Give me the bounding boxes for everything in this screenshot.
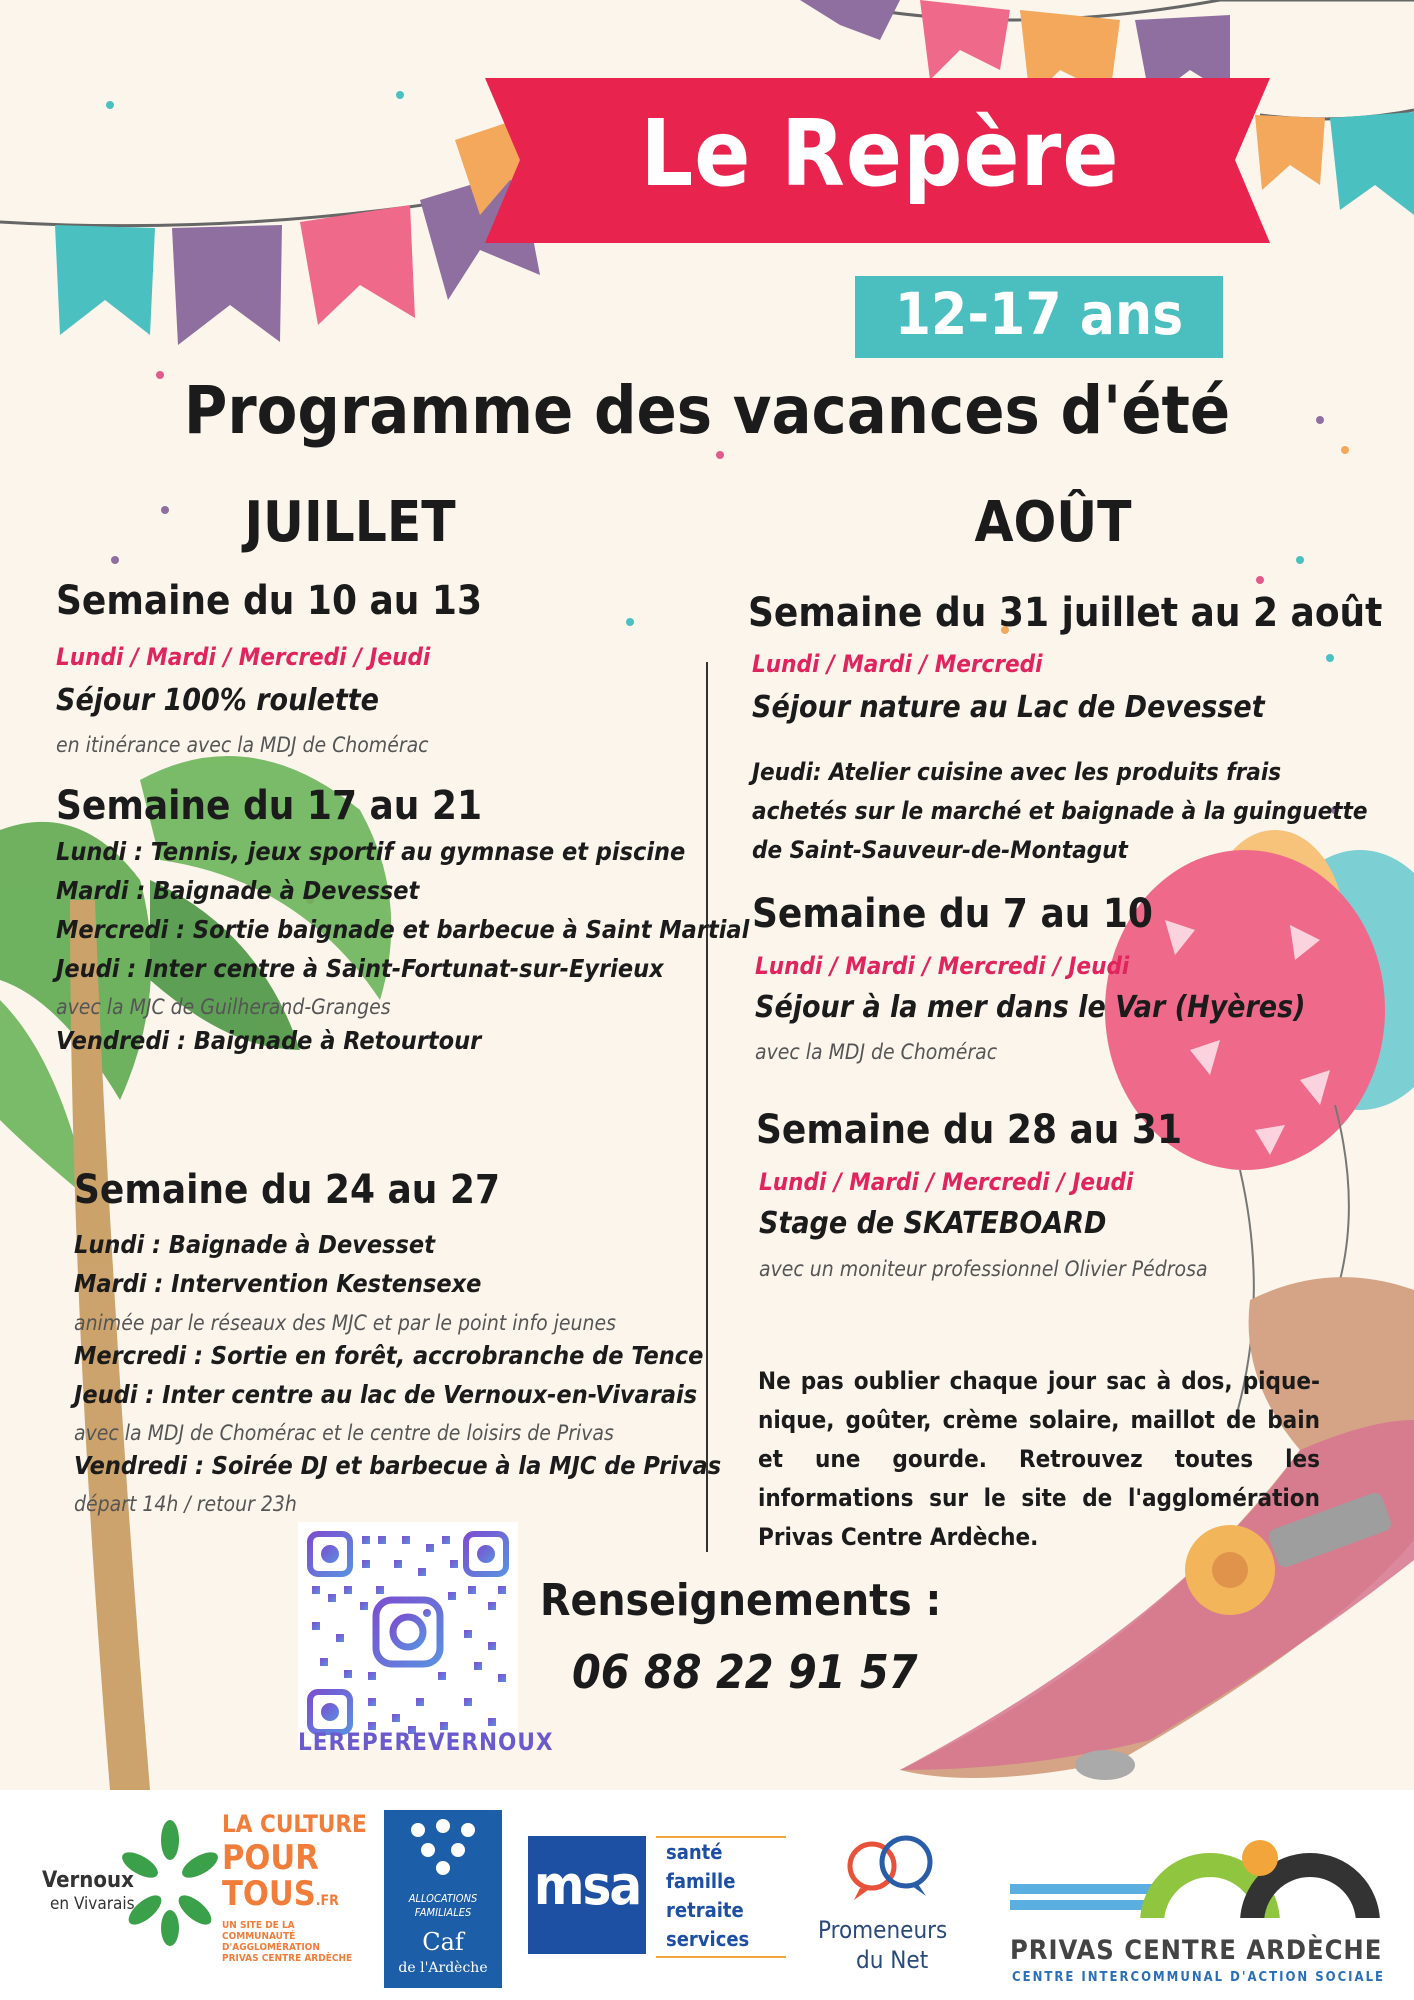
culture-small: [222, 1920, 352, 1964]
promeneurs-line2: du Net: [856, 1946, 929, 1974]
vernoux-sub: en Vivarais: [50, 1894, 135, 1914]
culture-tous: TOUS: [222, 1874, 316, 1914]
caf-line2: FAMILIALES: [414, 1906, 472, 1919]
caf-logo: [384, 1810, 502, 1988]
week-activity: Séjour 100% roulette: [56, 683, 379, 718]
week-title: Semaine du 28 au 31: [756, 1107, 1182, 1153]
week-title: Semaine du 24 au 27: [74, 1167, 500, 1213]
culture-fr: .FR: [315, 1893, 339, 1909]
culture-small-3: D'AGGLOMÉRATION: [222, 1942, 320, 1953]
speech-bubbles-icon: [840, 1830, 940, 1910]
msa-line2: famille: [666, 1869, 736, 1893]
msa-tagline: [656, 1836, 786, 1958]
caf-line1: ALLOCATIONS: [408, 1892, 478, 1905]
week-title: Semaine du 7 au 10: [752, 891, 1153, 937]
schedule-line: Jeudi : Inter centre à Saint-Fortunat-sur-Eyrieux: [56, 954, 664, 983]
week-days: Lundi / Mardi / Mercredi / Jeudi: [759, 1168, 1134, 1196]
schedule-line: Vendredi : Soirée DJ et barbecue à la MJC de Privas: [74, 1451, 722, 1480]
instagram-handle: LEREPEREVERNOUX: [298, 1728, 554, 1756]
privas-line1: PRIVAS CENTRE ARDÈCHE: [1010, 1935, 1383, 1966]
schedule-line: Vendredi : Baignade à Retourtour: [56, 1026, 482, 1055]
week-days: Lundi / Mardi / Mercredi: [752, 650, 1043, 678]
leaf-icon: [120, 1820, 220, 1950]
week-activity: Séjour à la mer dans le Var (Hyères): [755, 990, 1306, 1025]
week-activity: Stage de SKATEBOARD: [759, 1206, 1107, 1241]
schedule-line: Lundi : Baignade à Devesset: [74, 1230, 435, 1259]
culture-small-1: UN SITE DE LA: [222, 1920, 295, 1931]
bunting-flags-left: [55, 110, 560, 345]
month-aout: AOÛT: [974, 490, 1132, 555]
caf-line3: Caf: [422, 1928, 464, 1956]
schedule-line: Mardi : Baignade à Devesset: [56, 876, 420, 905]
vernoux-name: Vernoux: [42, 1868, 134, 1893]
schedule-line: Jeudi : Inter centre au lac de Vernoux-en-Vivarais: [74, 1380, 698, 1409]
contact-label: Renseignements :: [540, 1575, 942, 1626]
week-days: Lundi / Mardi / Mercredi / Jeudi: [755, 952, 1130, 980]
footer: [0, 1790, 1414, 2000]
schedule-line: Mercredi : Sortie baignade et barbecue à Saint Martial: [56, 915, 750, 944]
week-activity: Séjour nature au Lac de Devesset: [752, 690, 1265, 725]
week-title: Semaine du 17 au 21: [56, 783, 482, 829]
promeneurs-line1: Promeneurs: [818, 1916, 948, 1944]
culture-small-4: PRIVAS CENTRE ARDÈCHE: [222, 1953, 353, 1964]
program-title: Programme des vacances d'été: [183, 372, 1231, 449]
msa-line3: retraite: [666, 1898, 744, 1922]
msa-line4: services: [666, 1927, 750, 1951]
week-note: avec la MJC de Guilherand-Granges: [56, 995, 391, 1019]
week-title: Semaine du 31 juillet au 2 août: [748, 590, 1383, 636]
msa-mark: msa: [533, 1854, 641, 1917]
week-note: avec la MDJ de Chomérac: [755, 1040, 998, 1064]
family-icon: [398, 1818, 488, 1878]
column-divider: [706, 662, 708, 1552]
week-note: en itinérance avec la MDJ de Chomérac: [56, 733, 429, 757]
week-days: Lundi / Mardi / Mercredi / Jeudi: [56, 643, 431, 671]
month-juillet: JUILLET: [244, 490, 456, 555]
week-note: départ 14h / retour 23h: [74, 1492, 297, 1516]
culture-line2: POUR: [222, 1838, 319, 1878]
schedule-line: Mardi : Intervention Kestensexe: [74, 1269, 482, 1298]
title: Le Repère: [640, 100, 1120, 207]
week-note: avec un moniteur professionnel Olivier Pédrosa: [759, 1257, 1208, 1281]
instagram-qr-code[interactable]: [298, 1522, 518, 1744]
culture-line3: [222, 1874, 339, 1914]
msa-line1: santé: [666, 1840, 723, 1864]
phone-number[interactable]: 06 88 22 91 57: [572, 1645, 918, 1699]
culture-line1: LA CULTURE: [222, 1810, 367, 1838]
week-note: animée par le réseaux des MJC et par le point info jeunes: [74, 1311, 616, 1335]
reminder-text: Ne pas oublier chaque jour sac à dos, pique-nique, goûter, crème solaire, maillot de bain et une gourde. Retrouvez toutes les informations sur le site de l'agglomération Privas Centre Ardèche.: [758, 1367, 1320, 1551]
privas-line2: CENTRE INTERCOMMUNAL D'ACTION SOCIALE: [1012, 1970, 1386, 1985]
schedule-line: Lundi : Tennis, jeux sportif au gymnase et piscine: [56, 837, 686, 866]
week-title: Semaine du 10 au 13: [56, 578, 482, 624]
age-label: 12-17 ans: [894, 280, 1184, 348]
week-jeudi-text: Jeudi: Atelier cuisine avec les produits frais achetés sur le marché et baignade à la guinguette de Saint-Sauveur-de-Montagut: [752, 758, 1368, 864]
caf-line4: de l'Ardèche: [398, 1960, 488, 1976]
privas-graphic: [1010, 1818, 1386, 1928]
week-note: avec la MDJ de Chomérac et le centre de loisirs de Privas: [74, 1421, 614, 1445]
schedule-line: Mercredi : Sortie en forêt, accrobranche de Tence: [74, 1341, 704, 1370]
culture-small-2: COMMUNAUTÉ: [222, 1931, 296, 1942]
